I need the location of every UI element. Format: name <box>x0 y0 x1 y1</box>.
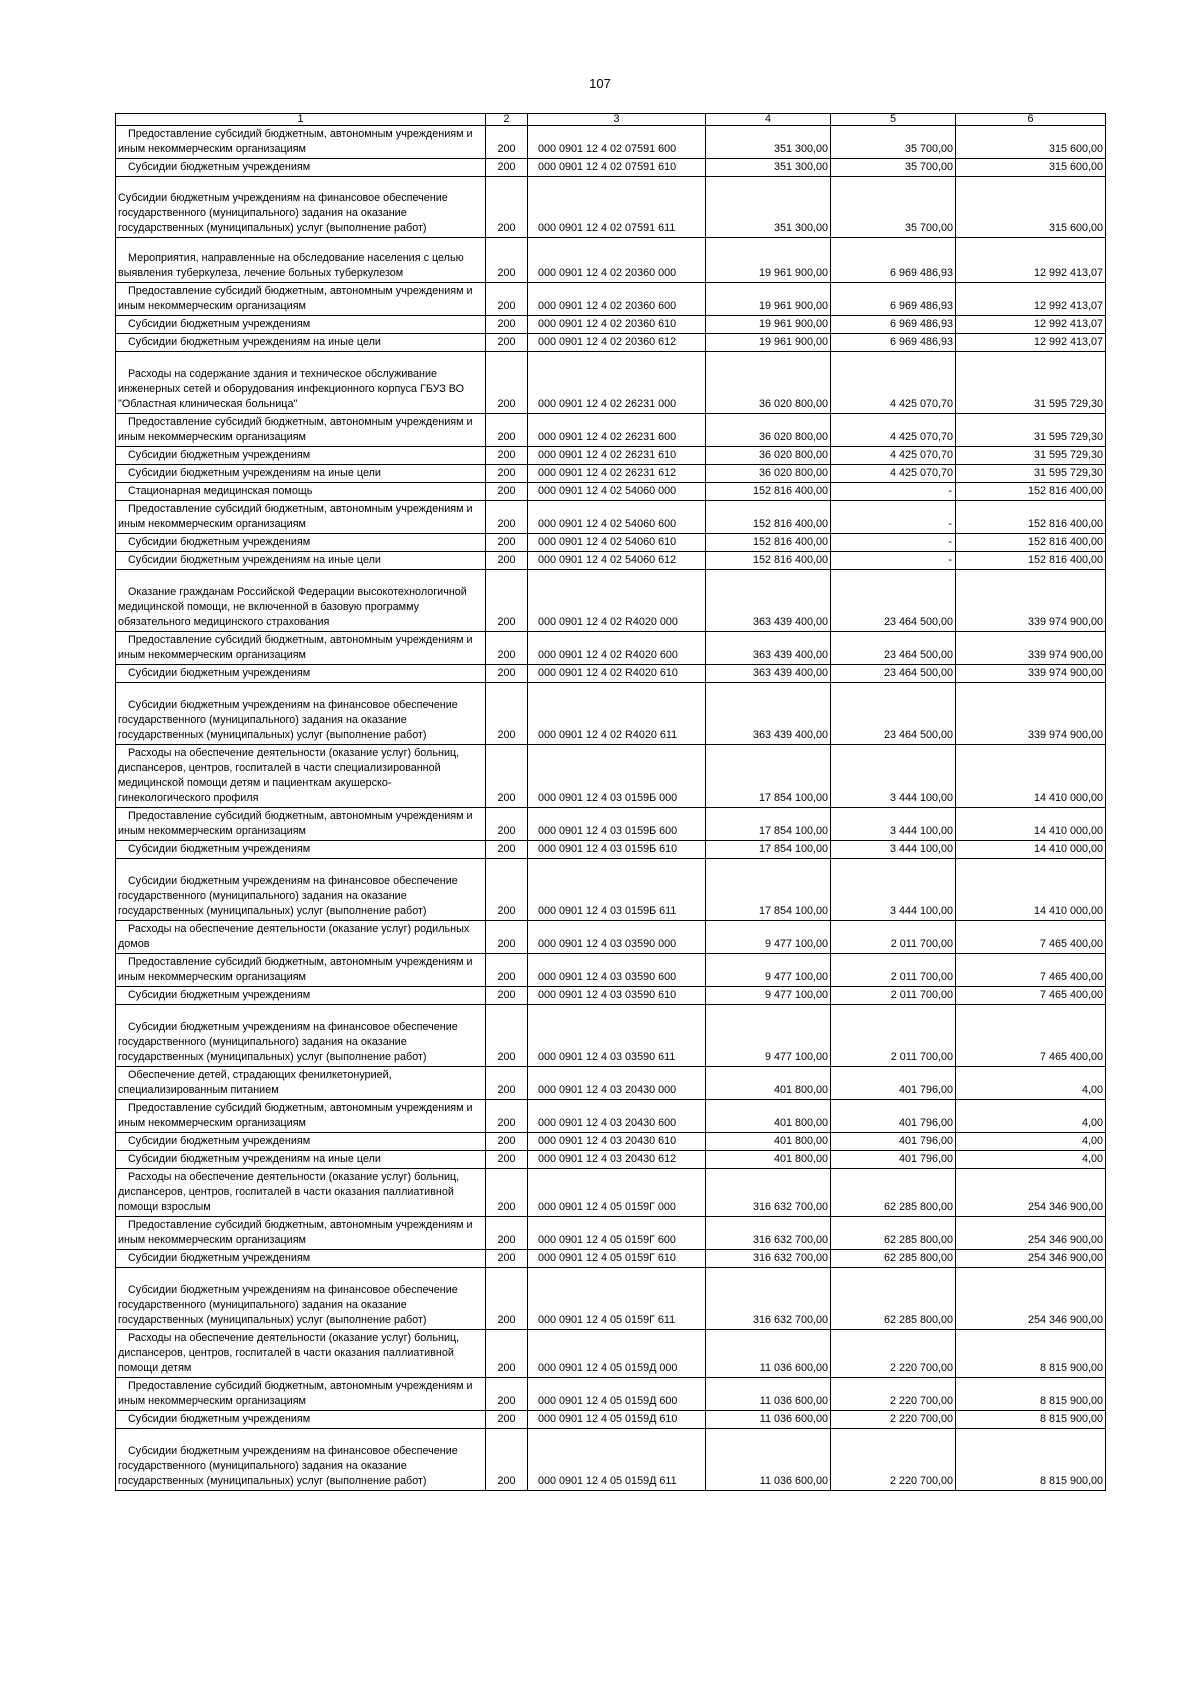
row-code-cell: 200 <box>486 1268 528 1330</box>
row-remaining-cell: 315 600,00 <box>956 177 1106 238</box>
table-row <box>116 552 1106 570</box>
row-executed-cell: 23 464 500,00 <box>831 683 956 745</box>
row-code-cell: 200 <box>486 352 528 414</box>
row-approved-cell: 363 439 400,00 <box>706 683 831 745</box>
table-row <box>116 465 1106 483</box>
row-executed-cell: 2 220 700,00 <box>831 1411 956 1429</box>
table-row <box>116 534 1106 552</box>
row-name-cell: Предоставление субсидий бюджетным, автономным учреждениям и иным некоммерческим организациям <box>116 954 486 987</box>
row-classification-cell: 000 0901 12 4 05 0159Г 600 <box>528 1217 706 1250</box>
row-approved-cell: 363 439 400,00 <box>706 665 831 683</box>
header-row <box>116 114 1106 126</box>
row-classification-cell: 000 0901 12 4 02 07591 611 <box>528 177 706 238</box>
row-remaining-cell: 152 816 400,00 <box>956 552 1106 570</box>
row-code-cell: 200 <box>486 745 528 808</box>
row-executed-cell: 3 444 100,00 <box>831 745 956 808</box>
row-name-cell: Предоставление субсидий бюджетным, автономным учреждениям и иным некоммерческим организациям <box>116 126 486 159</box>
table-row <box>116 352 1106 414</box>
row-classification-cell: 000 0901 12 4 02 26231 612 <box>528 465 706 483</box>
table-row <box>116 921 1106 954</box>
table-row <box>116 859 1106 921</box>
row-name-cell: Субсидии бюджетным учреждениям на финансовое обеспечение государственного (муниципального) задания на оказание государственных (муниципальных) услуг (выполнение работ) <box>116 1268 486 1330</box>
table-row <box>116 1067 1106 1100</box>
row-approved-cell: 401 800,00 <box>706 1067 831 1100</box>
row-executed-cell: 4 425 070,70 <box>831 465 956 483</box>
row-remaining-cell: 12 992 413,07 <box>956 334 1106 352</box>
row-remaining-cell: 14 410 000,00 <box>956 745 1106 808</box>
table-row <box>116 1330 1106 1378</box>
row-code-cell: 200 <box>486 501 528 534</box>
row-remaining-cell: 339 974 900,00 <box>956 570 1106 632</box>
row-name-cell: Субсидии бюджетным учреждениям на иные цели <box>116 465 486 483</box>
row-remaining-cell: 152 816 400,00 <box>956 501 1106 534</box>
table-row <box>116 808 1106 841</box>
row-executed-cell: - <box>831 552 956 570</box>
row-remaining-cell: 31 595 729,30 <box>956 352 1106 414</box>
row-name-cell: Расходы на обеспечение деятельности (оказание услуг) больниц, диспансеров, центров, госпиталей в части оказания паллиативной помощи взрослым <box>116 1169 486 1217</box>
row-approved-cell: 9 477 100,00 <box>706 921 831 954</box>
row-executed-cell: 401 796,00 <box>831 1133 956 1151</box>
row-name-cell: Субсидии бюджетным учреждениям на финансовое обеспечение государственного (муниципального) задания на оказание государственных (муниципальных) услуг (выполнение работ) <box>116 1005 486 1067</box>
row-executed-cell: 6 969 486,93 <box>831 238 956 283</box>
row-code-cell: 200 <box>486 921 528 954</box>
row-approved-cell: 36 020 800,00 <box>706 352 831 414</box>
table-row <box>116 414 1106 447</box>
row-code-cell: 200 <box>486 1217 528 1250</box>
row-executed-cell: 4 425 070,70 <box>831 447 956 465</box>
row-executed-cell: 23 464 500,00 <box>831 665 956 683</box>
row-executed-cell: 401 796,00 <box>831 1151 956 1169</box>
row-code-cell: 200 <box>486 483 528 501</box>
row-remaining-cell: 315 600,00 <box>956 159 1106 177</box>
row-name-cell: Субсидии бюджетным учреждениям на финансовое обеспечение государственного (муниципального) задания на оказание государственных (муниципальных) услуг (выполнение работ) <box>116 177 486 238</box>
table-row <box>116 1005 1106 1067</box>
row-remaining-cell: 254 346 900,00 <box>956 1250 1106 1268</box>
row-approved-cell: 363 439 400,00 <box>706 570 831 632</box>
row-code-cell: 200 <box>486 859 528 921</box>
table-row <box>116 501 1106 534</box>
row-classification-cell: 000 0901 12 4 02 07591 600 <box>528 126 706 159</box>
budget-table <box>115 113 1106 1491</box>
row-name-cell: Субсидии бюджетным учреждениям <box>116 1411 486 1429</box>
row-code-cell: 200 <box>486 632 528 665</box>
row-approved-cell: 11 036 600,00 <box>706 1411 831 1429</box>
row-name-cell: Субсидии бюджетным учреждениям <box>116 447 486 465</box>
table-row <box>116 447 1106 465</box>
row-classification-cell: 000 0901 12 4 03 20430 610 <box>528 1133 706 1151</box>
table-row <box>116 841 1106 859</box>
row-classification-cell: 000 0901 12 4 02 20360 610 <box>528 316 706 334</box>
row-classification-cell: 000 0901 12 4 02 26231 000 <box>528 352 706 414</box>
row-remaining-cell: 4,00 <box>956 1067 1106 1100</box>
table-row <box>116 1429 1106 1491</box>
row-approved-cell: 19 961 900,00 <box>706 316 831 334</box>
row-remaining-cell: 315 600,00 <box>956 126 1106 159</box>
row-classification-cell: 000 0901 12 4 05 0159Д 611 <box>528 1429 706 1491</box>
row-code-cell: 200 <box>486 841 528 859</box>
row-classification-cell: 000 0901 12 4 05 0159Г 611 <box>528 1268 706 1330</box>
row-classification-cell: 000 0901 12 4 02 R4020 611 <box>528 683 706 745</box>
row-name-cell: Обеспечение детей, страдающих фенилкетонурией, специализированным питанием <box>116 1067 486 1100</box>
row-code-cell: 200 <box>486 414 528 447</box>
row-executed-cell: 4 425 070,70 <box>831 352 956 414</box>
table-row <box>116 334 1106 352</box>
row-approved-cell: 401 800,00 <box>706 1133 831 1151</box>
row-executed-cell: 23 464 500,00 <box>831 632 956 665</box>
row-classification-cell: 000 0901 12 4 02 20360 000 <box>528 238 706 283</box>
row-remaining-cell: 254 346 900,00 <box>956 1217 1106 1250</box>
row-remaining-cell: 7 465 400,00 <box>956 954 1106 987</box>
table-row <box>116 1100 1106 1133</box>
row-name-cell: Оказание гражданам Российской Федерации высокотехнологичной медицинской помощи, не включенной в базовую программу обязательного медицинского страхования <box>116 570 486 632</box>
row-code-cell: 200 <box>486 808 528 841</box>
row-approved-cell: 401 800,00 <box>706 1100 831 1133</box>
row-approved-cell: 316 632 700,00 <box>706 1217 831 1250</box>
row-executed-cell: 2 220 700,00 <box>831 1378 956 1411</box>
row-code-cell: 200 <box>486 534 528 552</box>
row-remaining-cell: 14 410 000,00 <box>956 841 1106 859</box>
row-remaining-cell: 12 992 413,07 <box>956 283 1106 316</box>
row-code-cell: 200 <box>486 316 528 334</box>
row-name-cell: Субсидии бюджетным учреждениям <box>116 841 486 859</box>
row-approved-cell: 152 816 400,00 <box>706 501 831 534</box>
row-name-cell: Предоставление субсидий бюджетным, автономным учреждениям и иным некоммерческим организациям <box>116 808 486 841</box>
row-approved-cell: 17 854 100,00 <box>706 841 831 859</box>
row-approved-cell: 17 854 100,00 <box>706 808 831 841</box>
row-name-cell: Предоставление субсидий бюджетным, автономным учреждениям и иным некоммерческим организациям <box>116 501 486 534</box>
table-row <box>116 159 1106 177</box>
row-code-cell: 200 <box>486 126 528 159</box>
row-code-cell: 200 <box>486 1411 528 1429</box>
row-code-cell: 200 <box>486 987 528 1005</box>
row-code-cell: 200 <box>486 683 528 745</box>
row-approved-cell: 316 632 700,00 <box>706 1250 831 1268</box>
row-classification-cell: 000 0901 12 4 02 R4020 000 <box>528 570 706 632</box>
row-remaining-cell: 31 595 729,30 <box>956 447 1106 465</box>
row-approved-cell: 351 300,00 <box>706 159 831 177</box>
row-classification-cell: 000 0901 12 4 02 54060 000 <box>528 483 706 501</box>
row-approved-cell: 11 036 600,00 <box>706 1378 831 1411</box>
column-header: 4 <box>706 114 831 126</box>
table-row <box>116 570 1106 632</box>
row-classification-cell: 000 0901 12 4 03 20430 000 <box>528 1067 706 1100</box>
row-remaining-cell: 152 816 400,00 <box>956 483 1106 501</box>
row-executed-cell: - <box>831 534 956 552</box>
row-code-cell: 200 <box>486 1100 528 1133</box>
row-remaining-cell: 339 974 900,00 <box>956 665 1106 683</box>
row-remaining-cell: 254 346 900,00 <box>956 1169 1106 1217</box>
row-approved-cell: 351 300,00 <box>706 126 831 159</box>
row-name-cell: Субсидии бюджетным учреждениям <box>116 987 486 1005</box>
row-executed-cell: 62 285 800,00 <box>831 1217 956 1250</box>
row-executed-cell: 62 285 800,00 <box>831 1268 956 1330</box>
row-remaining-cell: 339 974 900,00 <box>956 632 1106 665</box>
row-name-cell: Расходы на обеспечение деятельности (оказание услуг) родильных домов <box>116 921 486 954</box>
row-classification-cell: 000 0901 12 4 03 0159Б 600 <box>528 808 706 841</box>
row-executed-cell: 401 796,00 <box>831 1067 956 1100</box>
row-executed-cell: - <box>831 501 956 534</box>
row-name-cell: Предоставление субсидий бюджетным, автономным учреждениям и иным некоммерческим организациям <box>116 1100 486 1133</box>
row-remaining-cell: 152 816 400,00 <box>956 534 1106 552</box>
row-classification-cell: 000 0901 12 4 02 54060 600 <box>528 501 706 534</box>
row-executed-cell: 2 011 700,00 <box>831 954 956 987</box>
row-approved-cell: 316 632 700,00 <box>706 1169 831 1217</box>
row-name-cell: Субсидии бюджетным учреждениям на финансовое обеспечение государственного (муниципального) задания на оказание государственных (муниципальных) услуг (выполнение работ) <box>116 1429 486 1491</box>
row-name-cell: Предоставление субсидий бюджетным, автономным учреждениям и иным некоммерческим организациям <box>116 632 486 665</box>
row-name-cell: Расходы на обеспечение деятельности (оказание услуг) больниц, диспансеров, центров, госпиталей в части специализированной медицинской помощи детям и пациенткам акушерско-гинекологического профиля <box>116 745 486 808</box>
table-row <box>116 483 1106 501</box>
column-header: 2 <box>486 114 528 126</box>
row-code-cell: 200 <box>486 283 528 316</box>
row-executed-cell: 6 969 486,93 <box>831 283 956 316</box>
row-code-cell: 200 <box>486 447 528 465</box>
row-code-cell: 200 <box>486 954 528 987</box>
row-executed-cell: 35 700,00 <box>831 177 956 238</box>
row-remaining-cell: 4,00 <box>956 1100 1106 1133</box>
row-code-cell: 200 <box>486 177 528 238</box>
row-classification-cell: 000 0901 12 4 03 0159Б 611 <box>528 859 706 921</box>
row-code-cell: 200 <box>486 665 528 683</box>
column-header: 5 <box>831 114 956 126</box>
row-remaining-cell: 4,00 <box>956 1133 1106 1151</box>
table-row <box>116 1133 1106 1151</box>
row-code-cell: 200 <box>486 465 528 483</box>
row-classification-cell: 000 0901 12 4 02 20360 612 <box>528 334 706 352</box>
row-approved-cell: 9 477 100,00 <box>706 1005 831 1067</box>
table-row <box>116 126 1106 159</box>
row-executed-cell: 62 285 800,00 <box>831 1250 956 1268</box>
row-executed-cell: 2 011 700,00 <box>831 987 956 1005</box>
row-remaining-cell: 12 992 413,07 <box>956 316 1106 334</box>
row-code-cell: 200 <box>486 159 528 177</box>
row-name-cell: Предоставление субсидий бюджетным, автономным учреждениям и иным некоммерческим организациям <box>116 414 486 447</box>
row-executed-cell: 2 220 700,00 <box>831 1429 956 1491</box>
row-remaining-cell: 8 815 900,00 <box>956 1429 1106 1491</box>
row-executed-cell: 401 796,00 <box>831 1100 956 1133</box>
row-approved-cell: 19 961 900,00 <box>706 334 831 352</box>
row-executed-cell: 35 700,00 <box>831 159 956 177</box>
row-classification-cell: 000 0901 12 4 05 0159Г 000 <box>528 1169 706 1217</box>
row-classification-cell: 000 0901 12 4 02 26231 610 <box>528 447 706 465</box>
row-code-cell: 200 <box>486 1151 528 1169</box>
row-name-cell: Расходы на обеспечение деятельности (оказание услуг) больниц, диспансеров, центров, госпиталей в части оказания паллиативной помощи детям <box>116 1330 486 1378</box>
table-row <box>116 665 1106 683</box>
row-classification-cell: 000 0901 12 4 03 20430 612 <box>528 1151 706 1169</box>
row-code-cell: 200 <box>486 1067 528 1100</box>
row-remaining-cell: 12 992 413,07 <box>956 238 1106 283</box>
row-classification-cell: 000 0901 12 4 05 0159Д 610 <box>528 1411 706 1429</box>
row-executed-cell: 3 444 100,00 <box>831 841 956 859</box>
row-code-cell: 200 <box>486 1005 528 1067</box>
row-classification-cell: 000 0901 12 4 02 26231 600 <box>528 414 706 447</box>
row-name-cell: Субсидии бюджетным учреждениям на иные цели <box>116 552 486 570</box>
row-approved-cell: 36 020 800,00 <box>706 414 831 447</box>
row-approved-cell: 36 020 800,00 <box>706 465 831 483</box>
table-row <box>116 1250 1106 1268</box>
row-approved-cell: 152 816 400,00 <box>706 483 831 501</box>
row-classification-cell: 000 0901 12 4 03 03590 600 <box>528 954 706 987</box>
row-executed-cell: 2 011 700,00 <box>831 1005 956 1067</box>
row-classification-cell: 000 0901 12 4 02 54060 612 <box>528 552 706 570</box>
row-approved-cell: 401 800,00 <box>706 1151 831 1169</box>
table-row <box>116 1268 1106 1330</box>
row-executed-cell: 6 969 486,93 <box>831 316 956 334</box>
table-row <box>116 954 1106 987</box>
row-executed-cell: 6 969 486,93 <box>831 334 956 352</box>
row-approved-cell: 17 854 100,00 <box>706 745 831 808</box>
row-classification-cell: 000 0901 12 4 03 03590 611 <box>528 1005 706 1067</box>
row-classification-cell: 000 0901 12 4 02 R4020 600 <box>528 632 706 665</box>
row-remaining-cell: 339 974 900,00 <box>956 683 1106 745</box>
row-approved-cell: 17 854 100,00 <box>706 859 831 921</box>
row-name-cell: Субсидии бюджетным учреждениям <box>116 316 486 334</box>
row-code-cell: 200 <box>486 570 528 632</box>
row-classification-cell: 000 0901 12 4 02 20360 600 <box>528 283 706 316</box>
row-code-cell: 200 <box>486 1169 528 1217</box>
row-approved-cell: 152 816 400,00 <box>706 552 831 570</box>
row-classification-cell: 000 0901 12 4 03 03590 610 <box>528 987 706 1005</box>
row-remaining-cell: 7 465 400,00 <box>956 987 1106 1005</box>
row-name-cell: Субсидии бюджетным учреждениям на финансовое обеспечение государственного (муниципального) задания на оказание государственных (муниципальных) услуг (выполнение работ) <box>116 683 486 745</box>
row-classification-cell: 000 0901 12 4 02 R4020 610 <box>528 665 706 683</box>
row-approved-cell: 351 300,00 <box>706 177 831 238</box>
row-name-cell: Субсидии бюджетным учреждениям <box>116 1250 486 1268</box>
table-row <box>116 987 1106 1005</box>
table-row <box>116 1151 1106 1169</box>
row-code-cell: 200 <box>486 1429 528 1491</box>
row-code-cell: 200 <box>486 552 528 570</box>
row-remaining-cell: 31 595 729,30 <box>956 465 1106 483</box>
row-code-cell: 200 <box>486 1133 528 1151</box>
row-approved-cell: 9 477 100,00 <box>706 954 831 987</box>
row-remaining-cell: 254 346 900,00 <box>956 1268 1106 1330</box>
table-row <box>116 1411 1106 1429</box>
column-header: 1 <box>116 114 486 126</box>
row-executed-cell: 3 444 100,00 <box>831 859 956 921</box>
row-executed-cell: 35 700,00 <box>831 126 956 159</box>
row-name-cell: Субсидии бюджетным учреждениям <box>116 159 486 177</box>
row-name-cell: Субсидии бюджетным учреждениям <box>116 534 486 552</box>
table-row <box>116 1378 1106 1411</box>
row-remaining-cell: 8 815 900,00 <box>956 1330 1106 1378</box>
row-name-cell: Мероприятия, направленные на обследование населения с целью выявления туберкулеза, лечение больных туберкулезом <box>116 238 486 283</box>
row-approved-cell: 11 036 600,00 <box>706 1429 831 1491</box>
row-classification-cell: 000 0901 12 4 03 0159Б 000 <box>528 745 706 808</box>
row-code-cell: 200 <box>486 238 528 283</box>
row-code-cell: 200 <box>486 1378 528 1411</box>
row-code-cell: 200 <box>486 1330 528 1378</box>
table-row <box>116 632 1106 665</box>
row-approved-cell: 19 961 900,00 <box>706 238 831 283</box>
row-name-cell: Субсидии бюджетным учреждениям <box>116 665 486 683</box>
table-row <box>116 745 1106 808</box>
row-approved-cell: 152 816 400,00 <box>706 534 831 552</box>
table-row <box>116 238 1106 283</box>
row-executed-cell: 3 444 100,00 <box>831 808 956 841</box>
row-executed-cell: 23 464 500,00 <box>831 570 956 632</box>
row-code-cell: 200 <box>486 334 528 352</box>
row-name-cell: Субсидии бюджетным учреждениям на иные цели <box>116 1151 486 1169</box>
row-executed-cell: 2 220 700,00 <box>831 1330 956 1378</box>
row-name-cell: Субсидии бюджетным учреждениям на иные цели <box>116 334 486 352</box>
row-classification-cell: 000 0901 12 4 05 0159Д 600 <box>528 1378 706 1411</box>
row-classification-cell: 000 0901 12 4 03 20430 600 <box>528 1100 706 1133</box>
row-approved-cell: 19 961 900,00 <box>706 283 831 316</box>
table-row <box>116 316 1106 334</box>
row-approved-cell: 9 477 100,00 <box>706 987 831 1005</box>
row-name-cell: Стационарная медицинская помощь <box>116 483 486 501</box>
column-header: 6 <box>956 114 1106 126</box>
row-classification-cell: 000 0901 12 4 03 0159Б 610 <box>528 841 706 859</box>
column-header: 3 <box>528 114 706 126</box>
row-remaining-cell: 31 595 729,30 <box>956 414 1106 447</box>
row-code-cell: 200 <box>486 1250 528 1268</box>
row-executed-cell: - <box>831 483 956 501</box>
table-row <box>116 683 1106 745</box>
row-remaining-cell: 7 465 400,00 <box>956 1005 1106 1067</box>
page-number: 107 <box>589 76 611 91</box>
row-approved-cell: 11 036 600,00 <box>706 1330 831 1378</box>
table-row <box>116 1217 1106 1250</box>
row-name-cell: Предоставление субсидий бюджетным, автономным учреждениям и иным некоммерческим организациям <box>116 1217 486 1250</box>
row-classification-cell: 000 0901 12 4 02 54060 610 <box>528 534 706 552</box>
row-remaining-cell: 14 410 000,00 <box>956 808 1106 841</box>
row-approved-cell: 363 439 400,00 <box>706 632 831 665</box>
row-name-cell: Субсидии бюджетным учреждениям на финансовое обеспечение государственного (муниципального) задания на оказание государственных (муниципальных) услуг (выполнение работ) <box>116 859 486 921</box>
row-remaining-cell: 4,00 <box>956 1151 1106 1169</box>
row-approved-cell: 36 020 800,00 <box>706 447 831 465</box>
row-name-cell: Субсидии бюджетным учреждениям <box>116 1133 486 1151</box>
row-executed-cell: 4 425 070,70 <box>831 414 956 447</box>
row-name-cell: Расходы на содержание здания и техническое обслуживание инженерных сетей и оборудования инфекционного корпуса ГБУЗ ВО "Областная клиническая больница" <box>116 352 486 414</box>
table-row <box>116 177 1106 238</box>
row-classification-cell: 000 0901 12 4 05 0159Г 610 <box>528 1250 706 1268</box>
row-remaining-cell: 7 465 400,00 <box>956 921 1106 954</box>
row-executed-cell: 2 011 700,00 <box>831 921 956 954</box>
row-remaining-cell: 8 815 900,00 <box>956 1411 1106 1429</box>
table-row <box>116 283 1106 316</box>
row-remaining-cell: 14 410 000,00 <box>956 859 1106 921</box>
row-remaining-cell: 8 815 900,00 <box>956 1378 1106 1411</box>
table-row <box>116 1169 1106 1217</box>
row-classification-cell: 000 0901 12 4 02 07591 610 <box>528 159 706 177</box>
row-classification-cell: 000 0901 12 4 05 0159Д 000 <box>528 1330 706 1378</box>
row-name-cell: Предоставление субсидий бюджетным, автономным учреждениям и иным некоммерческим организациям <box>116 1378 486 1411</box>
row-approved-cell: 316 632 700,00 <box>706 1268 831 1330</box>
row-executed-cell: 62 285 800,00 <box>831 1169 956 1217</box>
row-name-cell: Предоставление субсидий бюджетным, автономным учреждениям и иным некоммерческим организациям <box>116 283 486 316</box>
row-classification-cell: 000 0901 12 4 03 03590 000 <box>528 921 706 954</box>
